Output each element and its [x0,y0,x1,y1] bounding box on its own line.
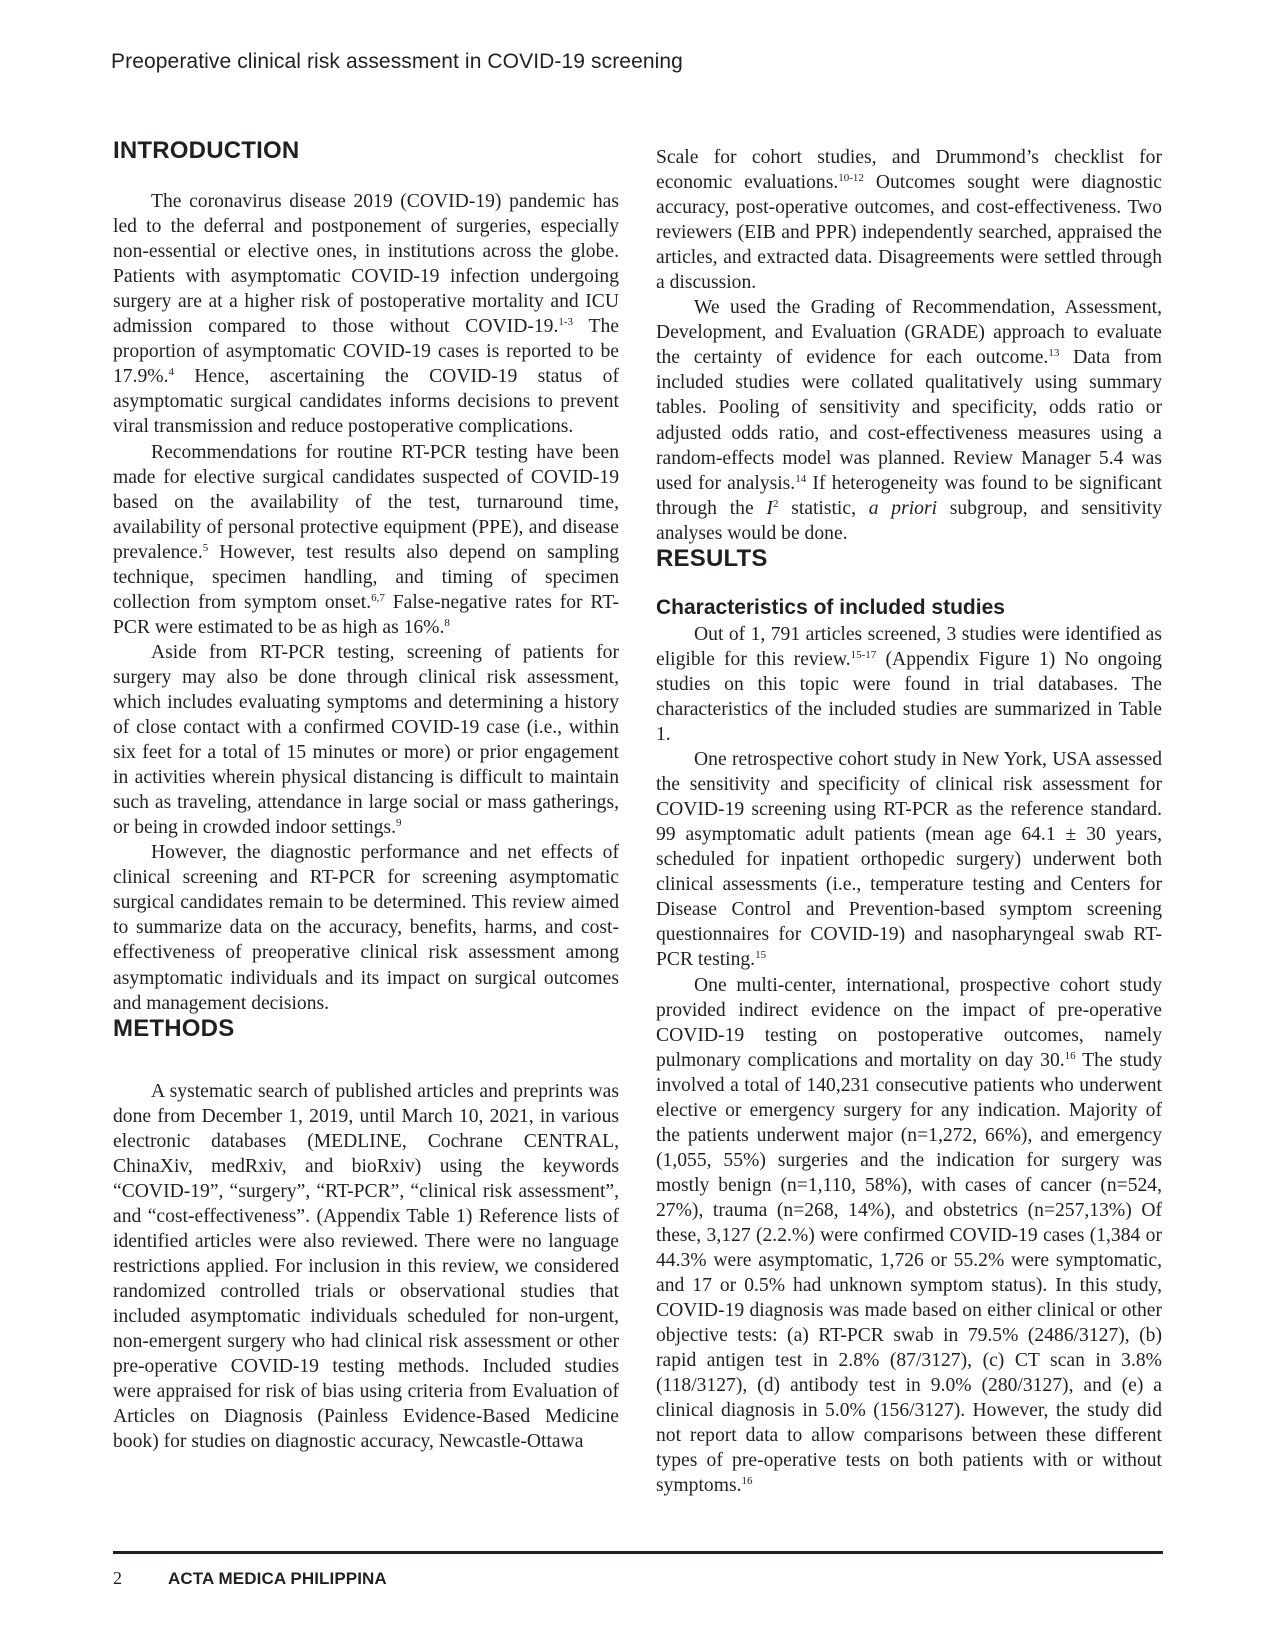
citation-superscript: 1-3 [558,316,574,329]
citation-superscript: 16 [1064,1049,1076,1062]
italic-text: a priori [868,497,938,519]
citation-superscript: 16 [741,1475,753,1488]
paragraph: One retrospective cohort study in New York, USA assessed the sensitivity and specificity of clinical risk assessment for COVID-19 screening using RT-PCR as the reference standard. 99 asymptomatic adult patients (mean age 64.1 ± 30 years, scheduled for inpatient orthopedic surgery) underwent both clinical assessments (i.e., temperature testing and Centers for Disease Control and Prevention-based symptom screening questionnaires for COVID-19) and nasopharyngeal swab RT-PCR testing.$^{15}$ [656,749,1162,971]
methods-body-left [113,1079,619,1455]
paragraph: Aside from RT-PCR testing, screening of patients for surgery may also be done through clinical risk assessment, which includes evaluating symptoms and determining a history of close contact with a confirmed COVID-19 case (i.e., within six feet for a total of 15 minutes or more) or prior engagement in activities wherein physical distancing is difficult to maintain such as traveling, attendance in large social or mass gatherings, or being in crowded indoor settings.$^9$ [113,641,619,839]
paragraph: The coronavirus disease 2019 (COVID-19) pandemic has led to the deferral and postponement of surgeries, especially non-essential or elective ones, in institutions across the globe. Patients with asymptomatic COVID-19 infection undergoing surgery are at a higher risk of postoperative mortality and ICU admission compared to those without COVID-19.$^{1-3}$ The proportion of asymptomatic COVID-19 cases is reported to be 17.9%.$^4$ Hence, ascertaining the COVID-19 status of asymptomatic surgical candidates informs decisions to prevent viral transmission and reduce postoperative complications. [113,191,619,438]
paragraph: One multi-center, international, prospective cohort study provided indirect evidence on the impact of pre-operative COVID-19 testing on postoperative outcomes, namely pulmonary complications and mortality on day 30.16 The study involved a total of 140,231 consecutive patients who underwent elective or emergency surgery for any indication. Majority of the patients underwent major (n=1,272, 66%), and emergency (1,055, 55%) surgeries and the indication for surgery was mostly benign (n=1,110, 58%), with cases of cancer (n=524, 27%), trauma (n=268, 14%), and obstetrics (n=257,13%) Of these, 3,127 (2.2.%) were confirmed COVID-19 cases (1,384 or 44.3% were asymptomatic, 1,726 or 55.2% were symptomatic, and 17 or 0.5% had unknown symptom status). In this study, COVID-19 diagnosis was made based on either clinical or other objective tests: (a) RT-PCR swab in 79.5% (2486/3127), (b) rapid antigen test in 2.8% (87/3127), (c) CT scan in 3.8% (118/3127), (d) antibody test in 9.0% (280/3127), and (e) a clinical diagnosis in 5.0% (156/3127). However, the study did not report data to allow comparisons between these different types of pre-operative tests on both patients with or without symptoms.$^{16}$ [656,974,1162,1497]
left-column [113,138,619,1454]
paragraph: However, the diagnostic performance and net effects of clinical screening and RT-PCR for screening asymptomatic surgical candidates remain to be determined. This review aimed to summarize data on the accuracy, benefits, harms, and cost-effectiveness of preoperative clinical risk assessment among asymptomatic individuals and its impact on surgical outcomes and management decisions. [113,842,619,1014]
citation-superscript: 2 [772,497,779,510]
footer [113,1568,387,1589]
citation-superscript: 9 [395,817,402,830]
results-subheading: Characteristics of included studies [656,595,1005,619]
italic-text: I [766,497,773,519]
methods-body-right [656,145,1162,546]
paragraph: Out of 1, 791 articles screened, 3 studies were identified as eligible for this review.$^{15-17}$ (Appendix Figure 1) No ongoing studies on this topic were found in trial databases. The characteristics of the included studies are summarized in Table 1. [656,623,1162,746]
citation-superscript: 4 [168,366,175,379]
citation-superscript: 15-17 [850,648,877,661]
methods-heading: METHODS [113,1014,235,1042]
paragraph: A systematic search of published articles and preprints was done from December 1, 2019, until March 10, 2021, in various electronic databases (MEDLINE, Cochrane CENTRAL, ChinaXiv, medRxiv, and bioRxiv) using the keywords “COVID-19”, “surgery”, “RT-PCR”, “clinical risk assessment”, and “cost-effectiveness”. (Appendix Table 1) Reference lists of identified articles were also reviewed. There were no language restrictions applied. For inclusion in this review, we considered randomized controlled trials or observational studies that included asymptomatic individuals scheduled for non-urgent, non-emergent surgery who had clinical risk assessment or other pre-operative COVID-19 testing methods. Included studies were appraised for risk of bias using criteria from Evaluation of Articles on Diagnosis (Painless Evidence-Based Medicine book) for studies on diagnostic accuracy, Newcastle-Ottawa [113,1080,619,1453]
introduction-body [113,189,619,1016]
footer-divider [113,1551,1163,1554]
results-heading: RESULTS [656,544,768,572]
results-body [656,622,1162,1499]
page-number: 2 [113,1568,122,1588]
paragraph: We used the Grading of Recommendation, Assessment, Development, and Evaluation (GRADE) approach to evaluate the certainty of evidence for each outcome.$^{13}$ Data from included studies were collated qualitatively using summary tables. Pooling of sensitivity and specificity, odds ratio or adjusted odds ratio, and cost-effectiveness measures using a random-effects model was planned. Review Manager 5.4 was used for analysis.$^{14}$ If heterogeneity was found to be significant through the $I^2$ statistic, a priori subgroup, and sensitivity analyses would be done. [656,297,1163,544]
right-column [656,145,1162,1498]
introduction-heading: INTRODUCTION [113,137,300,164]
citation-superscript: 15 [755,949,767,962]
citation-superscript: 5 [202,541,209,554]
paragraph: Recommendations for routine RT-PCR testing have been made for elective surgical candidates suspected of COVID-19 based on the availability of the test, turnaround time, availability of personal protective equipment (PPE), and disease prevalence.$^5$ However, test results also depend on sampling technique, specimen handling, and timing of specimen collection from symptom onset.$^{6,7}$ False-negative rates for RT-PCR were estimated to be as high as 16%.$^8$ [113,441,619,638]
citation-superscript: 10-12 [838,172,864,185]
running-head: Preoperative clinical risk assessment in COVID-19 screening [111,50,683,73]
citation-superscript: 14 [795,472,807,485]
citation-superscript: 13 [1048,347,1060,360]
citation-superscript: 6,7 [371,591,385,604]
paragraph-continuation: Scale for cohort studies, and Drummond’s checklist for economic evaluations.$^{10-12}$ Outcomes sought were diagnostic accuracy, post-operative outcomes, and cost-effectiveness. Two reviewers (EIB and PPR) independently searched, appraised the articles, and extracted data. Disagreements were settled through a discussion. [656,147,1162,294]
journal-name: ACTA MEDICA PHILIPPINA [168,1569,387,1588]
citation-superscript: 8 [444,616,450,629]
